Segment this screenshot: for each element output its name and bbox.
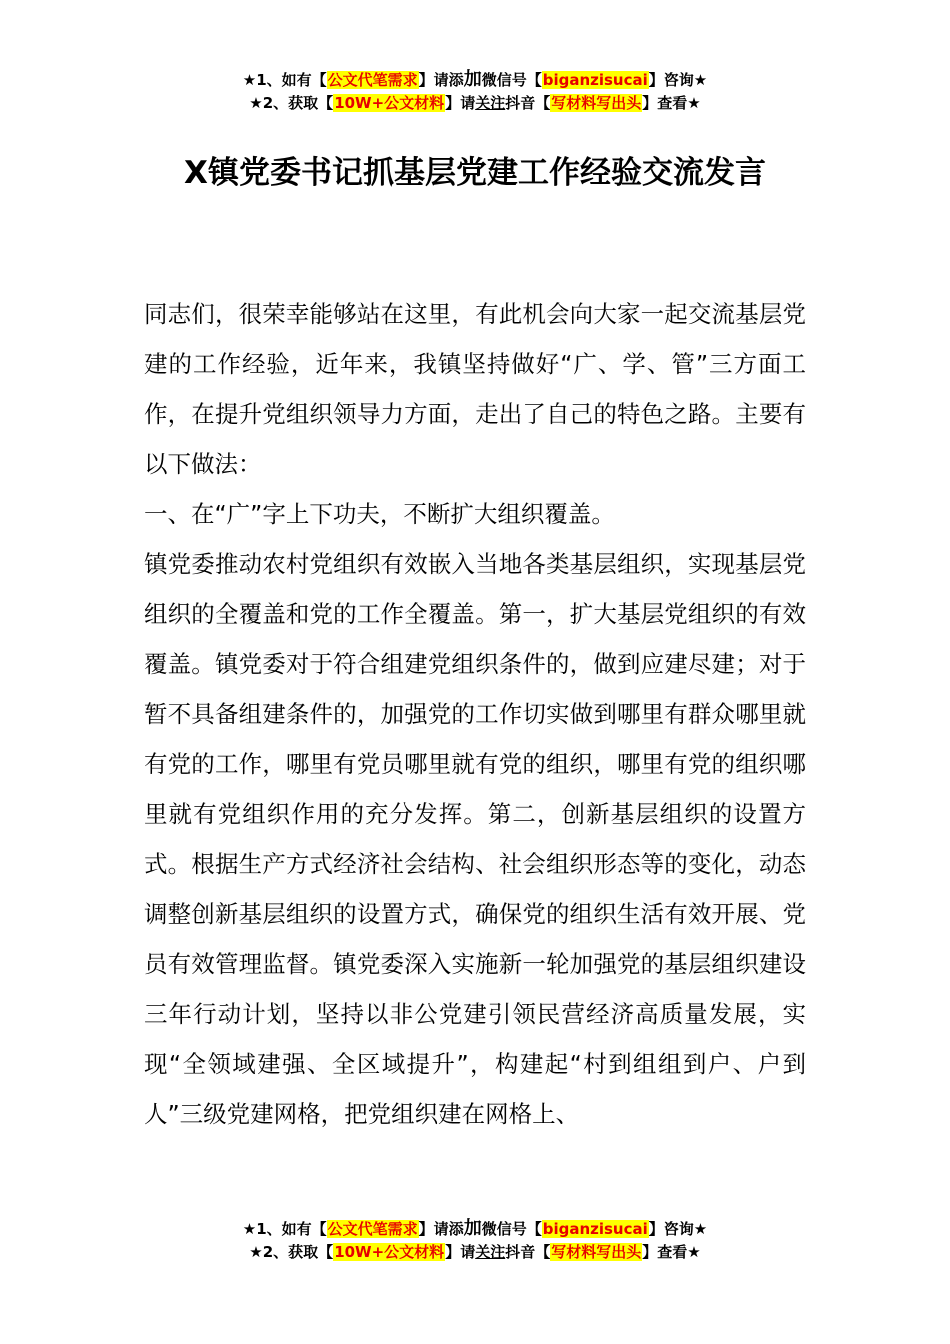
banner-text: 】请添	[418, 1220, 464, 1238]
banner-text: ★2、获取【	[249, 94, 334, 112]
section-heading-1: 一、在“广”字上下功夫，不断扩大组织覆盖。	[144, 500, 615, 528]
banner-text: 】请	[445, 1243, 476, 1261]
banner-text: 】咨询★	[648, 1220, 708, 1238]
banner-emphasis: 关注	[475, 1243, 506, 1261]
banner-emphasis: 关注	[475, 94, 506, 112]
banner-text: 微信号【	[481, 1220, 542, 1238]
document-body	[144, 289, 806, 1139]
footer-banner	[0, 1217, 950, 1264]
banner-text: 】查看★	[642, 94, 701, 112]
banner-highlight-douyin: 写材料写出头	[551, 1243, 642, 1261]
banner-line-1	[0, 1217, 950, 1241]
banner-line-2	[0, 92, 950, 115]
document-title: X镇党委书记抓基层党建工作经验交流发言	[184, 155, 766, 191]
banner-text: ★1、如有【	[242, 1220, 327, 1238]
banner-line-2	[0, 1241, 950, 1264]
banner-text: 抖音【	[505, 1243, 551, 1261]
banner-text: 抖音【	[505, 94, 551, 112]
paragraph-intro: 同志们，很荣幸能够站在这里，有此机会向大家一起交流基层党建的工作经验，近年来，我镇坚持做好“广、学、管”三方面工作，在提升党组织领导力方面，走出了自己的特色之路。主要有以下做法：	[144, 300, 806, 478]
banner-text: ★2、获取【	[249, 1243, 334, 1261]
banner-highlight-materials: 10W+公文材料	[334, 1243, 445, 1261]
banner-text: 】请	[445, 94, 476, 112]
banner-emphasis: 加	[463, 69, 482, 90]
banner-text: 】咨询★	[648, 71, 708, 89]
banner-highlight-materials: 10W+公文材料	[334, 94, 445, 112]
banner-highlight-douyin: 写材料写出头	[551, 94, 642, 112]
header-banner	[0, 68, 950, 115]
banner-text: 】查看★	[642, 1243, 701, 1261]
banner-highlight-wechat-id: biganzisucai	[542, 1220, 648, 1238]
banner-emphasis: 加	[463, 1218, 482, 1239]
banner-text: ★1、如有【	[242, 71, 327, 89]
banner-text: 微信号【	[481, 71, 542, 89]
banner-highlight-service: 公文代笔需求	[327, 71, 418, 89]
banner-text: 】请添	[418, 71, 464, 89]
banner-highlight-service: 公文代笔需求	[327, 1220, 418, 1238]
banner-highlight-wechat-id: biganzisucai	[542, 71, 648, 89]
paragraph-section-1: 镇党委推动农村党组织有效嵌入当地各类基层组织，实现基层党组织的全覆盖和党的工作全覆盖。第一，扩大基层党组织的有效覆盖。镇党委对于符合组建党组织条件的，做到应建尽建；对于暂不具备组建条件的，加强党的工作切实做到哪里有群众哪里就有党的工作，哪里有党员哪里就有党的组织，哪里有党的组织哪里就有党组织作用的充分发挥。第二，创新基层组织的设置方式。根据生产方式经济社会结构、社会组织形态等的变化，动态调整创新基层组织的设置方式，确保党的组织生活有效开展、党员有效管理监督。镇党委深入实施新一轮加强党的基层组织建设三年行动计划，坚持以非公党建引领民营经济高质量发展，实现“全领域建强、全区域提升”，构建起“村到组组到户、户到人”三级党建网格，把党组织建在网格上、	[144, 550, 806, 1128]
banner-line-1	[0, 68, 950, 92]
